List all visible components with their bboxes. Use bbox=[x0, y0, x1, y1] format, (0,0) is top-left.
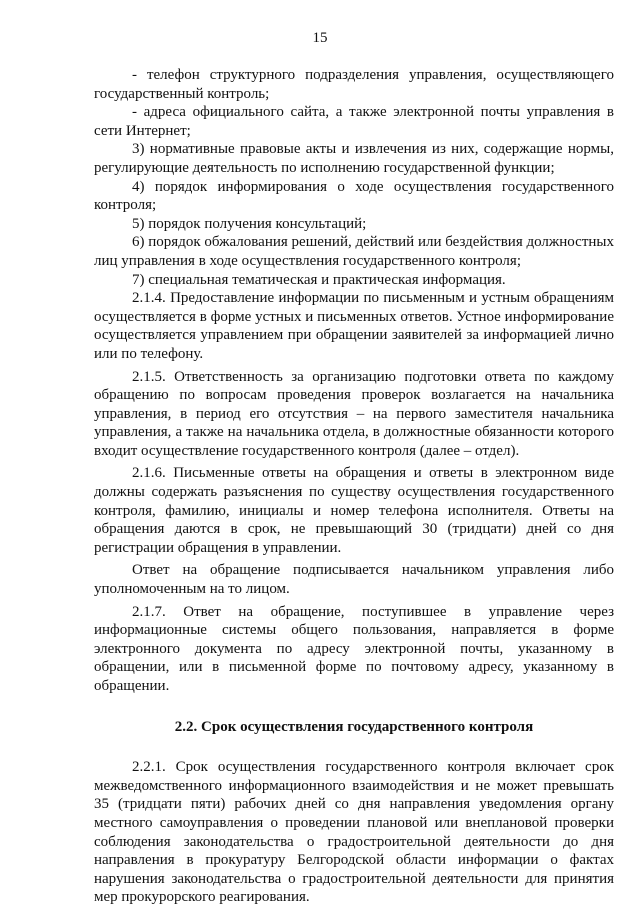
paragraph-website: - адреса официального сайта, а также электронной почты управления в сети Интернет; bbox=[94, 104, 614, 139]
document-body bbox=[94, 66, 614, 907]
paragraph-item-6: 6) порядок обжалования решений, действий или бездействия должностных лиц управления в ходе осуществления государственного контроля; bbox=[94, 234, 614, 269]
paragraph-2-2-1: 2.2.1. Срок осуществления государственного контроля включает срок межведомственного информационного взаимодействия и не может превышать 35 (тридцати пяти) рабочих дней со дня направления уведомления органу местного самоуправления о проведении плановой или внеплановой проверки соблюдения законодательства о градостроительной деятельности до дня направления в прокуратуру Белгородской области информации о фактах нарушения законодательства о градостроительной деятельности для принятия мер прокурорского реагирования. bbox=[94, 759, 614, 906]
section-heading: 2.2. Срок осуществления государственного контроля bbox=[174, 718, 534, 735]
paragraph-2-1-4: 2.1.4. Предоставление информации по письменным и устным обращениям осуществляется в форме устных и письменных ответов. Устное информирование осуществляется управлением при обращении заявителей за информацией лично или по телефону. bbox=[94, 290, 614, 362]
paragraph-signature: Ответ на обращение подписывается начальником управления либо уполномоченным на то лицом. bbox=[94, 562, 614, 598]
paragraph-phone: - телефон структурного подразделения управления, осуществляющего государственный контроль; bbox=[94, 67, 614, 102]
paragraph-2-1-6: 2.1.6. Письменные ответы на обращения и ответы в электронном виде должны содержать разъяснения по существу осуществления государственного контроля, фамилию, инициалы и номер телефона исполнителя. Ответы на обращения даются в срок, не превышающий 30 (тридцати) дней со дня регистрации обращения в управлении. bbox=[94, 465, 614, 556]
page-number: 15 bbox=[312, 30, 328, 46]
paragraph-item-4: 4) порядок информирования о ходе осуществления государственного контроля; bbox=[94, 178, 614, 214]
paragraph-item-5: 5) порядок получения консультаций; bbox=[132, 215, 367, 232]
paragraph-item-7: 7) специальная тематическая и практическая информация. bbox=[132, 271, 506, 288]
paragraph-item-3: 3) нормативные правовые акты и извлечения из них, содержащие нормы, регулирующие деятельность по исполнению государственной функции; bbox=[94, 141, 614, 176]
paragraph-2-1-5: 2.1.5. Ответственность за организацию подготовки ответа по каждому обращению по вопросам проведения проверок возлагается на начальника управления, в период его отсутствия – на первого заместителя начальника управления, а также на начальника отдела, в должностные обязанности которого входит осуществление государственного контроля (далее – отдел). bbox=[94, 368, 614, 459]
paragraph-2-1-7: 2.1.7. Ответ на обращение, поступившее в управление через информационные системы общего пользования, направляется в форме электронного документа по адресу электронной почты, указанному в обращении, или в письменной форме по почтовому адресу, указанному в обращении. bbox=[94, 603, 614, 694]
